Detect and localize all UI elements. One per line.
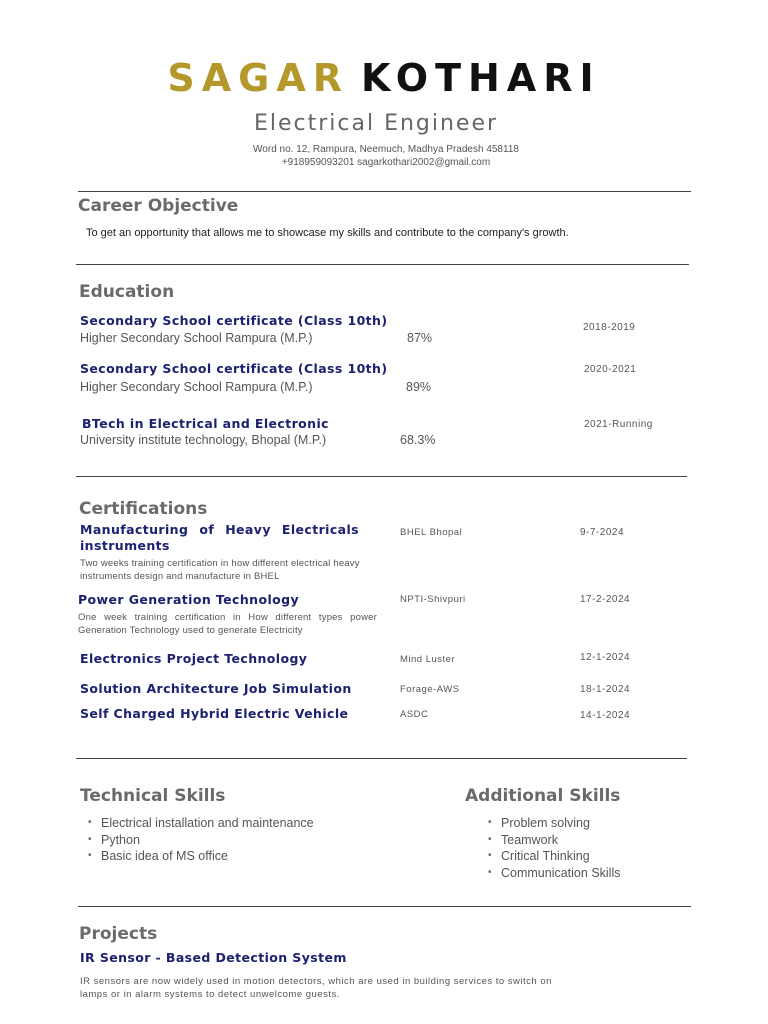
- additional-skills-list: [481, 815, 620, 881]
- project-description: IR sensors are now widely used in motion detectors, which are used in building services to switch on lamps or in alarm systems to detect unwelcome guests.: [80, 976, 552, 1000]
- education-institute: University institute technology, Bhopal (M.P.): [80, 433, 327, 447]
- certification-organization: NPTI-Shivpuri: [400, 594, 466, 605]
- project-title: IR Sensor - Based Detection System: [80, 950, 347, 965]
- career-objective-heading: Career Objective: [78, 196, 239, 216]
- address: Word no. 12, Rampura, Neemuch, Madhya Pradesh 458118: [253, 144, 519, 155]
- divider: [78, 906, 691, 907]
- additional-skills-heading: Additional Skills: [465, 786, 621, 806]
- certification-date: 17-2-2024: [580, 594, 631, 605]
- bullet-icon: •: [488, 833, 492, 845]
- technical-skills-list: [81, 815, 314, 865]
- certifications-heading: Certifications: [79, 499, 208, 519]
- phone-email: +918959093201 sagarkothari2002@gmail.com: [281, 157, 491, 168]
- certification-organization: BHEL Bhopal: [400, 527, 463, 538]
- bullet-icon: •: [488, 817, 492, 828]
- certification-description: One week training certification in How different types power Generation Technology used to generate Electricity: [78, 612, 377, 636]
- first-name: SAGAR: [167, 56, 350, 100]
- certification-date: 12-1-2024: [580, 652, 631, 663]
- education-degree: BTech in Electrical and Electronic: [82, 416, 329, 431]
- certification-title: Electronics Project Technology: [80, 651, 308, 666]
- career-objective-text: To get an opportunity that allows me to showcase my skills and contribute to the company's growth.: [86, 227, 569, 239]
- last-name: KOTHARI: [361, 56, 601, 100]
- divider: [78, 191, 691, 192]
- education-institute: Higher Secondary School Rampura (M.P.): [80, 331, 313, 345]
- education-years: 2020-2021: [584, 364, 637, 375]
- divider: [76, 476, 687, 477]
- projects-heading: Projects: [79, 924, 158, 944]
- education-years: 2021-Running: [584, 419, 653, 430]
- certification-date: 14-1-2024: [580, 710, 631, 721]
- list-item: • Communication Skills: [488, 865, 621, 880]
- bullet-icon: •: [88, 850, 92, 861]
- list-item: • Electrical installation and maintenance: [88, 816, 314, 830]
- education-degree: Secondary School certificate (Class 10th): [80, 313, 388, 328]
- certification-title: Power Generation Technology: [78, 592, 300, 607]
- education-heading: Education: [79, 282, 175, 302]
- bullet-icon: •: [488, 850, 492, 861]
- certification-title: Solution Architecture Job Simulation: [80, 681, 352, 696]
- education-score: 87%: [407, 331, 433, 345]
- certification-organization: Forage-AWS: [400, 684, 460, 695]
- education-score: 89%: [406, 380, 432, 394]
- list-item: • Python: [88, 832, 140, 847]
- certification-title: Manufacturing of Heavy Electricals instruments: [80, 522, 359, 553]
- technical-skills-heading: Technical Skills: [80, 786, 226, 806]
- bullet-icon: •: [88, 817, 92, 828]
- list-item: • Problem solving: [488, 816, 590, 830]
- candidate-name: [0, 56, 768, 100]
- certification-title: Self Charged Hybrid Electric Vehicle: [80, 706, 349, 721]
- certification-description: Two weeks training certification in how different electrical heavy instruments design and manufacture in BHEL: [80, 558, 360, 582]
- bullet-icon: •: [488, 866, 492, 878]
- list-item: • Critical Thinking: [488, 849, 590, 863]
- bullet-icon: •: [88, 833, 92, 845]
- job-title: Electrical Engineer: [253, 111, 499, 136]
- certification-date: 18-1-2024: [580, 684, 631, 695]
- list-item: • Teamwork: [488, 832, 558, 847]
- certification-date: 9-7-2024: [580, 527, 625, 538]
- education-score: 68.3%: [400, 433, 436, 447]
- certification-organization: Mind Luster: [400, 654, 456, 665]
- divider: [76, 758, 687, 759]
- divider: [76, 264, 689, 265]
- education-institute: Higher Secondary School Rampura (M.P.): [80, 380, 313, 394]
- education-degree: Secondary School certificate (Class 10th): [80, 361, 388, 376]
- list-item: • Basic idea of MS office: [88, 849, 228, 863]
- education-years: 2018-2019: [583, 322, 636, 333]
- certification-organization: ASDC: [400, 709, 429, 720]
